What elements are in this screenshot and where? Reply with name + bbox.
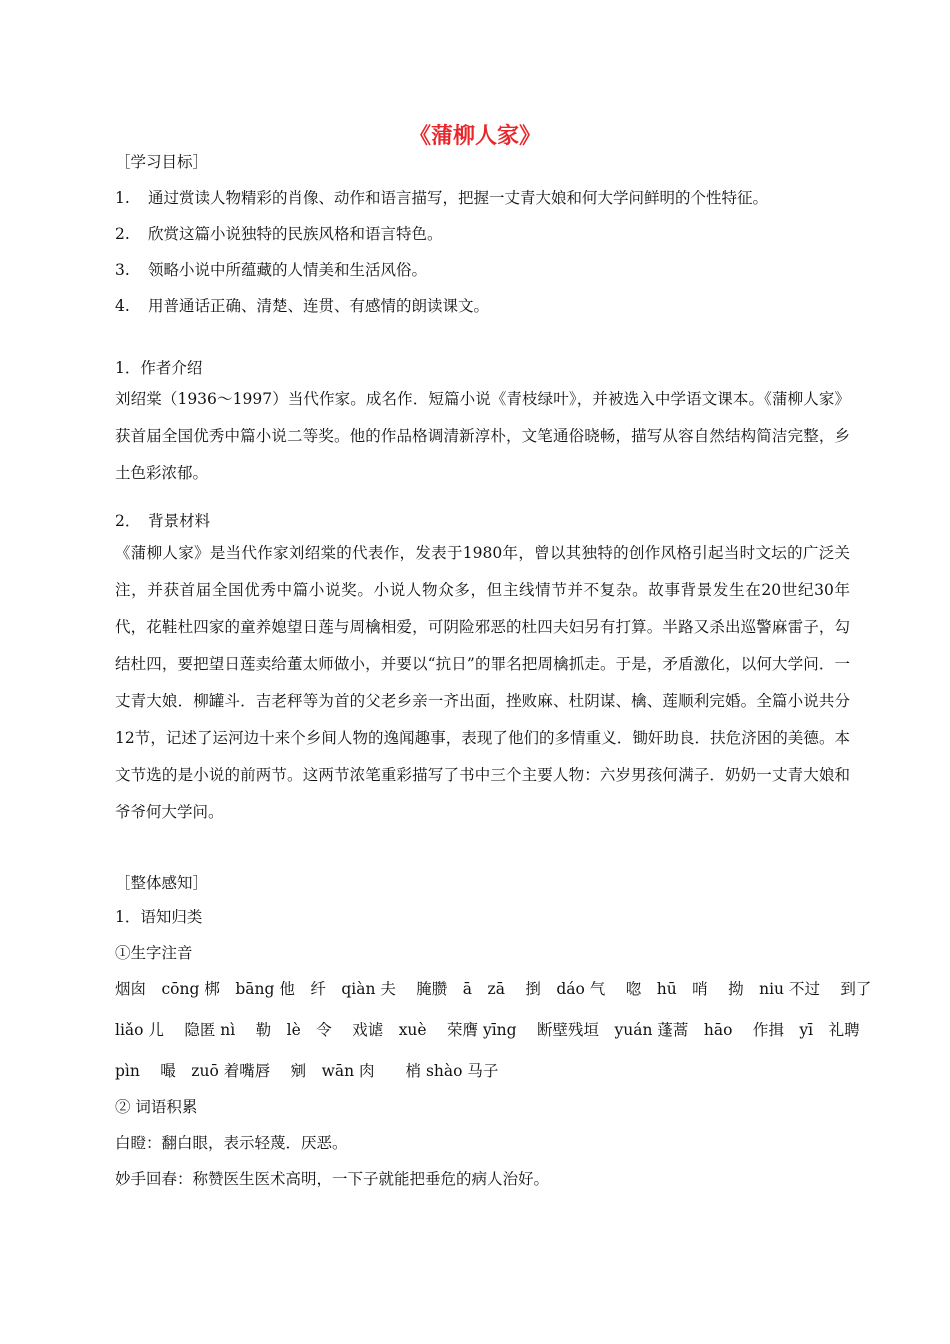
objective-number: 1. — [115, 189, 130, 207]
pinyin-row: 烟囱 cōng 梆 bāng 他 纤 qiàn 夫 腌臜 ā zā 捯 dáo 气 唿 hū 哨 拗 niu 不过 到了 — [115, 980, 872, 998]
objective-text: 欣赏这篇小说独特的民族风格和语言特色。 — [148, 225, 443, 243]
objective-item-2 — [115, 223, 443, 245]
overall-sub-heading-2: ①生字注音 — [115, 944, 193, 962]
objective-item-1 — [115, 187, 768, 209]
objective-number: 4. — [115, 297, 130, 315]
author-heading: 1．作者介绍 — [115, 359, 203, 377]
author-text: 刘绍棠（1936～1997）当代作家。成名作．短篇小说《青枝绿叶》，并被选入中学语文课本。《蒲柳人家》获首届全国优秀中篇小说二等奖。他的作品格调清新淳朴，文笔通俗晓畅，描写从容自然结构简洁完整，乡土色彩浓郁。 — [115, 390, 850, 482]
objective-text: 用普通话正确、清楚、连贯、有感情的朗读课文。 — [148, 297, 490, 315]
overall-sub-heading-1: 1．语知归类 — [115, 908, 203, 926]
objective-number: 2. — [115, 225, 130, 243]
pinyin-row: liǎo 儿 隐匿 nì 勒 lè 令 戏谑 xuè 荣膺 yīng 断壁残垣 yuán 蓬蒿 hāo 作揖 yī 礼聘 — [115, 1021, 860, 1039]
overall-header: ［整体感知］ — [115, 874, 209, 892]
objectives-header: ［学习目标］ — [115, 153, 209, 171]
objective-text: 领略小说中所蕴藏的人情美和生活风俗。 — [148, 261, 428, 279]
background-heading: 2． 背景材料 — [115, 512, 211, 530]
background-paragraph — [115, 535, 850, 831]
overall-sub-heading-3: ② 词语积累 — [115, 1098, 198, 1116]
objective-item-3 — [115, 259, 427, 281]
objective-item-4 — [115, 295, 489, 317]
objective-number: 3. — [115, 261, 130, 279]
author-paragraph — [115, 381, 850, 492]
background-text: 《蒲柳人家》是当代作家刘绍棠的代表作，发表于1980年，曾以其独特的创作风格引起当时文坛的广泛关注，并获首届全国优秀中篇小说奖。小说人物众多，但主线情节并不复杂。故事背景发生在20世纪30年代，花鞋杜四家的童养媳望日莲与周檎相爱，可阴险邪恶的杜四夫妇另有打算。半路又杀出巡警麻雷子，勾结杜四，要把望日莲卖给董太师做小，并要以“抗日”的罪名把周檎抓走。于是，矛盾激化，以何大学问．一丈青大娘．柳罐斗．吉老秤等为首的父老乡亲一齐出面，挫败麻、杜阴谋、檎、莲顺利完婚。全篇小说共分12节，记述了运河边十来个乡间人物的逸闻趣事，表现了他们的多情重义．锄奸助良．扶危济困的美德。本文节选的是小说的前两节。这两节浓笔重彩描写了书中三个主要人物：六岁男孩何满子．奶奶一丈青大娘和爷爷何大学问。 — [115, 544, 850, 821]
objective-text: 通过赏读人物精彩的肖像、动作和语言描写，把握一丈青大娘和何大学问鲜明的个性特征。 — [148, 189, 769, 207]
pinyin-row: pìn 嘬 zuō 着嘴唇 剜 wān 肉 梢 shào 马子 — [115, 1062, 499, 1080]
vocab-item: 白瞪：翻白眼，表示轻蔑．厌恶。 — [115, 1134, 348, 1152]
document-title: 《蒲柳人家》 — [408, 124, 541, 149]
vocab-item: 妙手回春：称赞医生医术高明，一下子就能把垂危的病人治好。 — [115, 1170, 550, 1188]
